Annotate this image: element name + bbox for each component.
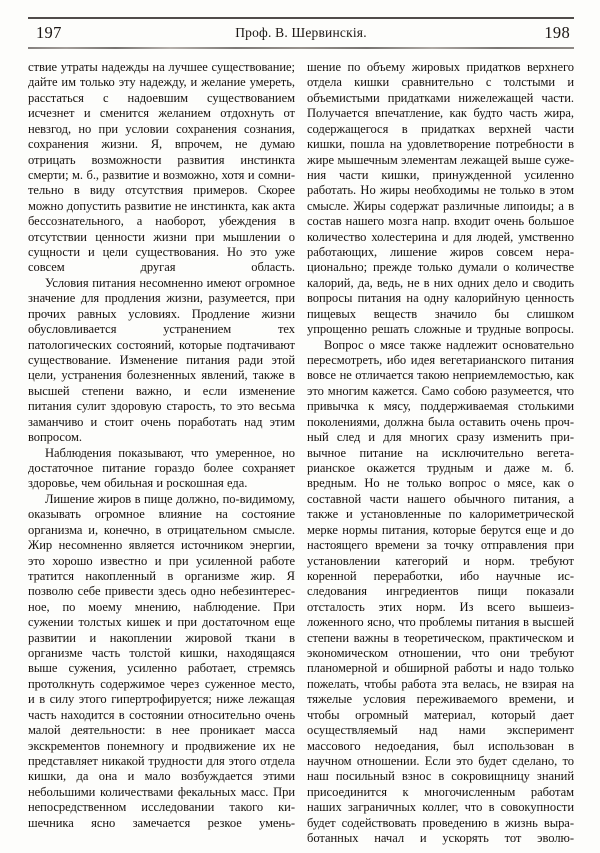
paragraph: Лишение жиров в пище должно, по-видимому, оказывать огромное влияние на состояние организма и, конечно, в отрицательном смысле. Жир несомненно является источником энергии, это хорошо известно и при усиленной работе тратится накопленный в организме жир. Я позволю себе привести здесь одно небезинтересное, по моему мнению, наблюдение. При сужении толстых кишек и при достаточном еще развитии и накоплении жировой ткани в организме часть толстой кишки, находящаяся выше сужения, усиленно работает, стремясь протолкнуть содержимое через суженное место, и в силу этого гипертрофируется; ниже лежащая часть находится в состоянии относительно очень малой деятельности: в нее проникает масса экскрементов понемногу и продвижение их не представляет никакой трудности для этого отдела кишки, да она и мало возбуждается этими небольшими количествами фекальных масс. При непосредственном исследовании такого кишечника ясно замечается резкое умень- — [28, 491, 295, 830]
paragraph: Наблюдения показывают, что умеренное, но достаточное питание гораздо более сохраняет здоровье, чем обильная и роскошная еда. — [28, 445, 295, 491]
header-rule-top — [28, 17, 574, 19]
running-head-title: Проф. В. Шервинскія. — [235, 25, 367, 40]
paragraph: ствие утраты надежды на лучшее существование; дайте им только эту надежду, и желание умереть, расстаться с надоевшим существованием исчезнет и сменится желанием отдохнуть от невзгод, но при условии сохранения сознания, сохранения жизни. Я, впрочем, не думаю отрицать возможности развития инстинкта смерти; м. б., развитие и возможно, хотя и сомнительно в виду отсутствия примеров. Скорее можно допустить развитие не инстинкта, как акта бессознательного, а наоборот, убеждения в отсутствии ценности жизни при мышлении о сущности и цели существования. Но это уже совсем другая область. — [28, 60, 295, 275]
folio-right: 198 — [544, 23, 570, 42]
right-column — [307, 60, 574, 846]
page-content-area — [28, 0, 574, 853]
left-column — [28, 60, 295, 840]
running-head — [28, 17, 574, 51]
header-rule-bottom — [28, 47, 574, 49]
folio-left: 197 — [36, 23, 62, 42]
paragraph: Условия питания несомненно имеют огромное значение для продления жизни, разумеется, при прочих равных условиях. Продление жизни обусловливается устранением тех патологических состояний, которые подтачивают существование. Изменение питания ради этой цели, устранения болезненных явлений, также в высшей степени важно, и если изменение питания сулит здоровую старость, то это весьма заманчиво и стоит очень поработать над этим вопросом. — [28, 275, 295, 445]
text-columns — [28, 60, 574, 846]
paragraph: Вопрос о мясе также надлежит основательно пересмотреть, ибо идея вегетарианского питания вовсе не отличается такою неприемлемостью, как это многим кажется. Само собою разумеется, что привычка к мясу, поддерживаемая столькими поколениями, должна была оставить очень прочный след и для многих сразу изменить привычное питание на исключительно вегетарианское окажется трудным и даже м. б. вредным. Но не только вопрос о мясе, как о составной части нашего обычного питания, а также и установленные по калориметрической мерке нормы питания, которые берутся еще и до настоящего времени за точку отправления при установлении категорий и норм. требуют коренной переработки, ибо научные исследования ингредиентов пищи показали отсталость этих норм. Из всего вышеизложенного ясно, что проблемы питания в высшей степени важны в теоретическом, практическом и экономическом отношении, что они требуют планомерной и обширной работы и надо только пожелать, чтобы работа эта велась, не взирая на тяжелые условия переживаемого времени, и чтобы огромный материал, который дает осуществляемый над нами эксперимент массового недоедания, был использован в научном отношении. Если это будет сделано, то наш посильный взнос в сокровищницу знаний присоединится к многочисленным работам наших заграничных коллег, что в совокупности будет содействовать проведению в жизнь выработанных начал и ускорять тот эволю- — [307, 337, 574, 846]
paragraph: шение по объему жировых придатков верхнего отдела кишки сравнительно с толстыми и объемистыми придатками нижележащей части. Получается впечатление, как будто часть жира, содержащегося в придатках верхней части кишки, пошла на удовлетворение потребности в жире мышечным элементам лежащей выше сужения части кишки, принужденной усиленно работать. Но жиры необходимы не только в этом смысле. Жиры содержат различные липоиды; а в состав нашего мозга напр. входит очень большое количество холестерина и для людей, умственно работающих, лишение жиров совсем нерационально; прежде только думали о количестве калорий, да, ведь, не в них одних дело и сводить вопросы питания на одну калорийную ценность пищевых веществ значило бы слишком упрощенно решать сложные и трудные вопросы. — [307, 60, 574, 337]
